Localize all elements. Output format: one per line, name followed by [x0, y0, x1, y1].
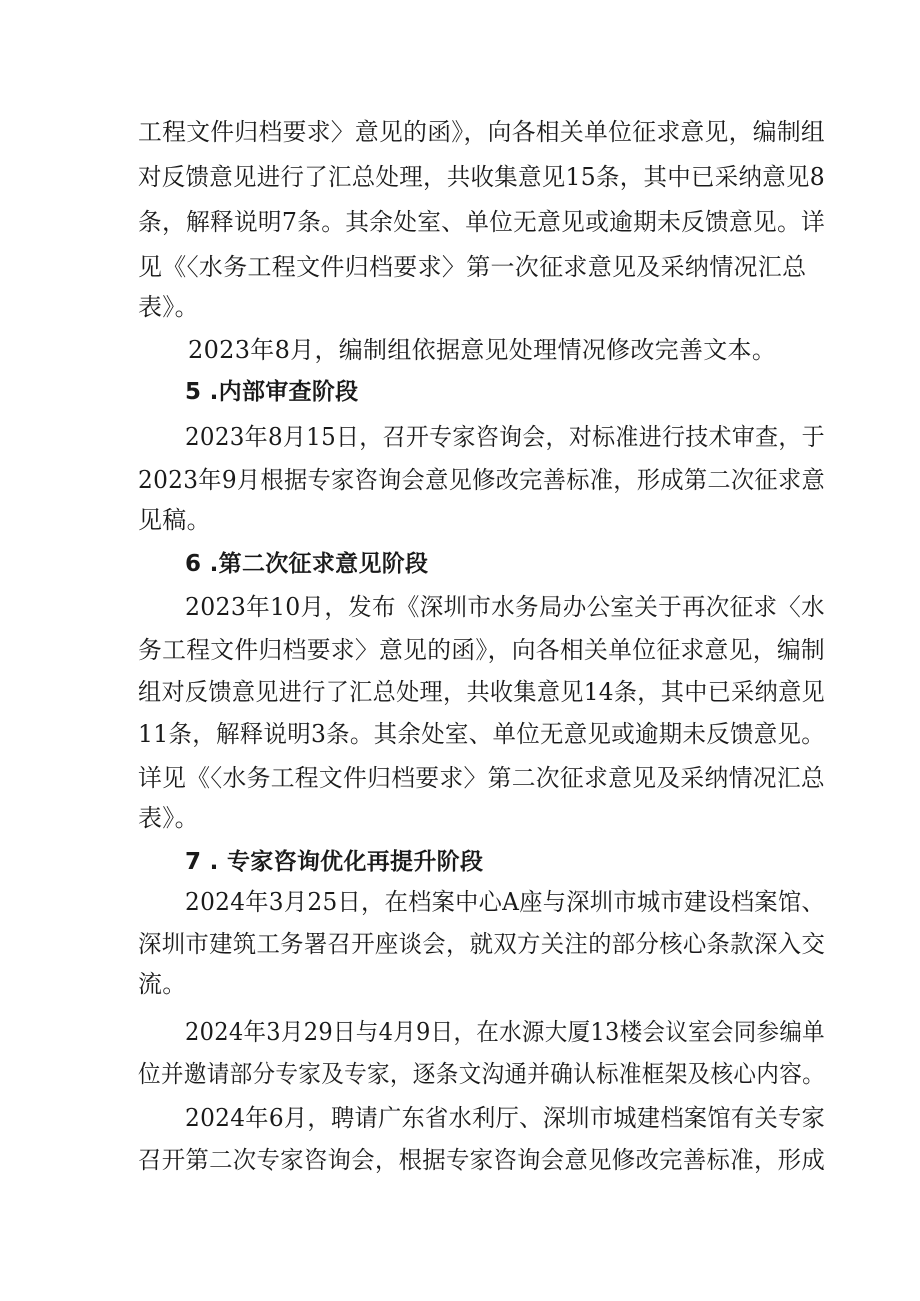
paragraph-line: 表》。 [138, 293, 199, 321]
paragraph-line: 深圳市建筑工务署召开座谈会，就双方关注的部分核心条款深入交 [138, 930, 826, 958]
paragraph-line: 2023年8月15日，召开专家咨询会，对标准进行技术审查，于 [185, 423, 825, 451]
paragraph-line: 组对反馈意见进行了汇总处理，共收集意见14条，其中已采纳意见 [138, 678, 825, 706]
paragraph-line: 2024年3月29日与4月9日，在水源大厦13楼会议室会同参编单 [185, 1018, 826, 1046]
paragraph-line: 对反馈意见进行了汇总处理，共收集意见15条，其中已采纳意见8 [138, 163, 825, 191]
paragraph-line: 流。 [138, 970, 187, 998]
paragraph-line: 2024年6月，聘请广东省水利厅、深圳市城建档案馆有关专家 [185, 1104, 826, 1132]
paragraph-line: 2023年10月，发布《深圳市水务局办公室关于再次征求〈水 [185, 593, 825, 621]
paragraph-line: 11条，解释说明3条。其余处室、单位无意见或逾期未反馈意见。 [138, 720, 825, 748]
section-heading: 7 . 专家咨询优化再提升阶段 [185, 849, 484, 875]
paragraph-line: 位并邀请部分专家及专家，逐条文沟通并确认标准框架及核心内容。 [138, 1060, 826, 1088]
paragraph-line: 务工程文件归档要求〉意见的函》，向各相关单位征求意见，编制 [138, 636, 826, 664]
paragraph-line: 见稿。 [138, 506, 211, 534]
paragraph-line: 详见《〈水务工程文件归档要求〉第二次征求意见及采纳情况汇总 [138, 764, 826, 792]
paragraph-line: 2023年9月根据专家咨询会意见修改完善标准，形成第二次征求意 [138, 466, 826, 494]
paragraph-line: 2024年3月25日，在档案中心A座与深圳市城市建设档案馆、 [185, 888, 825, 916]
section-heading: 6 .第二次征求意见阶段 [185, 551, 429, 577]
paragraph-line: 条，解释说明7条。其余处室、单位无意见或逾期未反馈意见。详 [138, 208, 825, 236]
paragraph-line: 工程文件归档要求〉意见的函》，向各相关单位征求意见，编制组 [138, 118, 826, 146]
paragraph-line: 2023年8月，编制组依据意见处理情况修改完善文本。 [188, 336, 777, 364]
section-heading: 5 .内部审查阶段 [185, 379, 359, 405]
paragraph-line: 见《〈水务工程文件归档要求〉第一次征求意见及采纳情况汇总 [138, 253, 807, 281]
paragraph-line: 召开第二次专家咨询会，根据专家咨询会意见修改完善标准，形成 [138, 1146, 826, 1174]
paragraph-line: 表》。 [138, 804, 199, 832]
